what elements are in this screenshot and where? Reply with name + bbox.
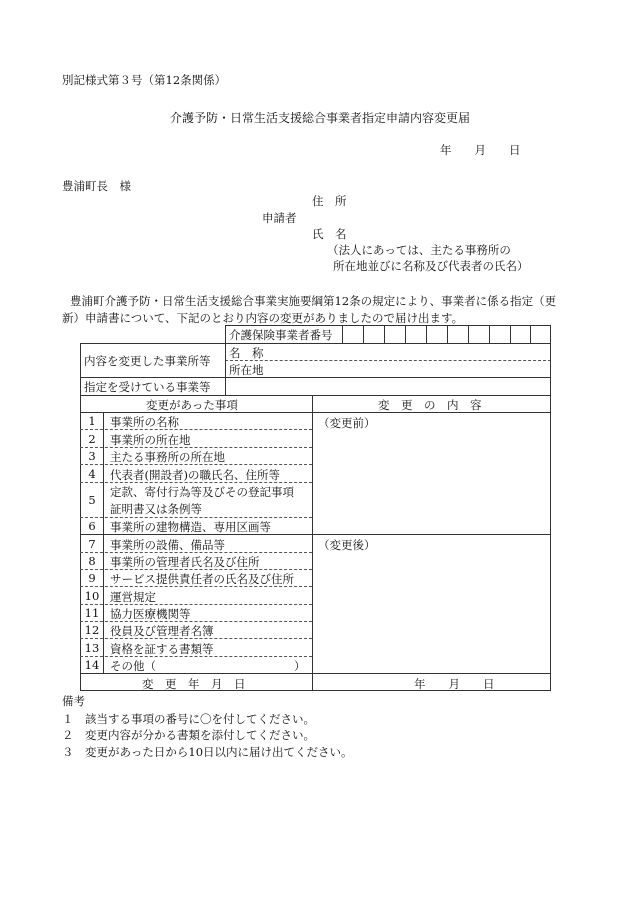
item-number: 8	[88, 554, 96, 568]
form-reference: 別記様式第３号（第12条関係）	[62, 73, 227, 87]
change-content-header: 変 更 の 内 容	[378, 398, 482, 412]
office-location-label: 所在地	[229, 363, 264, 377]
form-title: 介護予防・日常生活支援総合事業者指定申請内容変更届	[170, 111, 471, 125]
item-number: 5	[88, 493, 96, 507]
item-text: 主たる事務所の所在地	[110, 450, 225, 464]
item-text: 資格を証する書類等	[110, 642, 214, 656]
item-text: サービス提供責任者の氏名及び住所	[110, 572, 294, 586]
item-text: 代表者(開設者)の職氏名、住所等	[110, 468, 280, 482]
item-number: 13	[84, 641, 100, 655]
addressee: 豊浦町長 様	[62, 179, 131, 193]
item-number: 11	[84, 606, 100, 620]
body-text-line2: 新）申請書について、下記のとおり内容の変更がありましたので届け出ます。	[62, 311, 464, 325]
item-number: 1	[88, 414, 96, 428]
applicant-note-line1: （法人にあっては、主たる事務所の	[327, 243, 511, 257]
item-number: 7	[88, 537, 96, 551]
changed-items-header: 変更があった事項	[146, 398, 238, 412]
change-date-label: 変 更 年 月 日	[142, 677, 246, 691]
before-change-label: （変更前）	[318, 416, 376, 430]
note-item: １ 該当する事項の番号に〇を付してください。	[62, 712, 315, 726]
item-number: 2	[88, 432, 96, 446]
item-text: 役員及び管理者名簿	[110, 624, 214, 638]
item-number: 9	[88, 571, 96, 585]
after-change-label: （変更後）	[318, 538, 376, 552]
designated-business-label: 指定を受けている事業等	[84, 380, 211, 394]
applicant-note-line2: 所在地並びに名称及び代表者の氏名）	[333, 259, 529, 273]
item-text: 事業所の設備、備品等	[110, 538, 225, 552]
item-text: その他（ ）	[110, 659, 306, 673]
notes-heading: 備考	[62, 694, 85, 708]
change-date-value: 年 月 日	[414, 677, 495, 691]
item-text: 事業所の所在地	[110, 433, 191, 447]
item-text: 定款、寄付行為等及びその登記事項	[110, 485, 294, 499]
date-line: 年 月 日	[440, 143, 521, 157]
item-text: 事業所の建物構造、専用区画等	[110, 520, 271, 534]
applicant-name-label: 氏 名	[312, 227, 347, 241]
note-item: ２ 変更内容が分かる書類を添付してください。	[62, 728, 315, 742]
note-item: ３ 変更があった日から10日以内に届け出てください。	[62, 745, 353, 759]
item-text: 協力医療機関等	[110, 607, 191, 621]
item-number: 10	[84, 589, 100, 603]
item-text: 運営規定	[110, 590, 156, 604]
changed-office-label: 内容を変更した事業所等	[84, 354, 211, 368]
item-number: 4	[88, 467, 96, 481]
provider-number-label: 介護保険事業者番号	[229, 328, 333, 342]
office-name-label: 名 称	[229, 346, 264, 360]
item-number: 14	[84, 658, 100, 672]
item-text: 事業所の管理者氏名及び住所	[110, 555, 260, 569]
applicant-address-label: 住 所	[312, 194, 347, 208]
item-number: 6	[88, 519, 96, 533]
item-text-line2: 証明書又は条例等	[110, 502, 202, 516]
body-text-line1: 豊浦町介護予防・日常生活支援総合事業実施要綱第12条の規定により、事業者に係る指定（更	[70, 294, 557, 308]
item-number: 12	[84, 623, 100, 637]
item-number: 3	[88, 449, 96, 463]
item-text: 事業所の名称	[110, 415, 179, 429]
applicant-label: 申請者	[262, 211, 297, 225]
